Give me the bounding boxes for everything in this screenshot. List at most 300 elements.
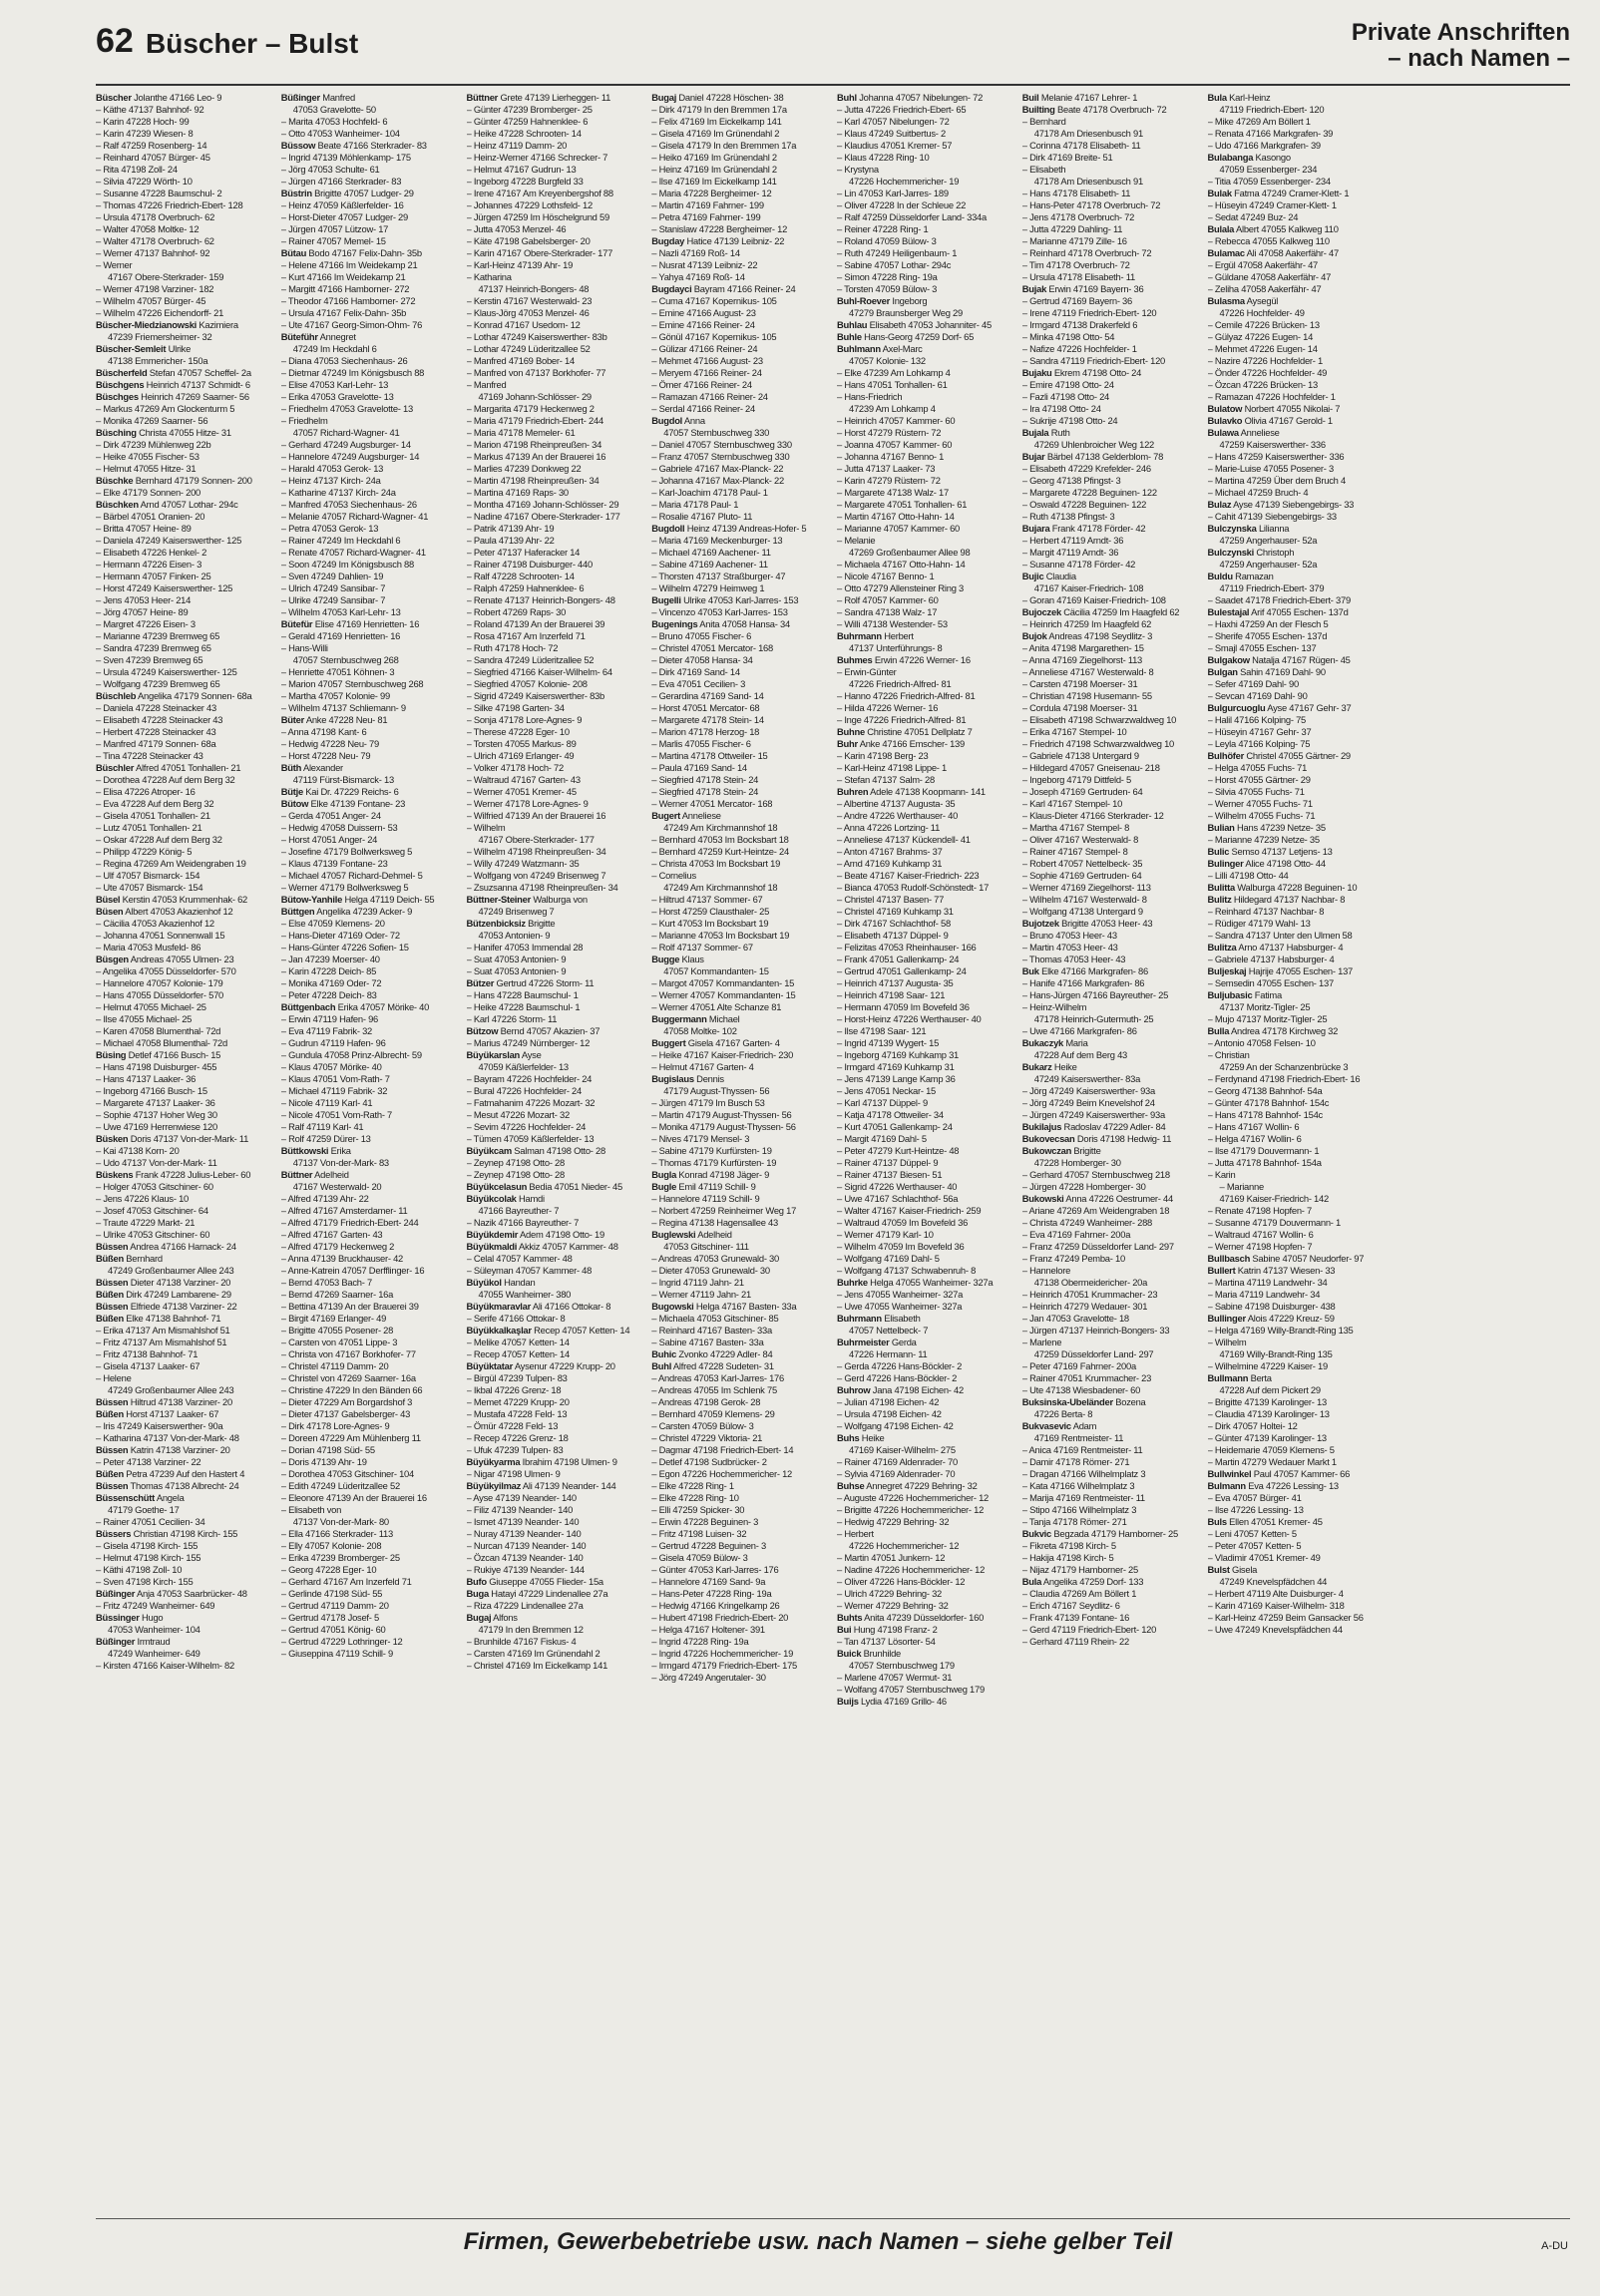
entry-details: – Manfred [466, 379, 507, 390]
directory-entry [281, 654, 459, 666]
directory-entry [281, 1265, 459, 1277]
entry-details: – Renate 47198 Hopfen- 7 [1207, 1205, 1312, 1216]
entry-details: – Helene 47166 Im Weidekamp 21 [280, 259, 418, 270]
directory-entry [651, 654, 829, 666]
directory-entry [837, 247, 1014, 259]
entry-details: 47119 Friedrich-Ebert- 379 [1219, 582, 1325, 593]
entry-details: – Claudia 47139 Karolinger- 13 [1207, 1408, 1330, 1419]
entry-details: – Celal 47057 Kammer- 48 [466, 1253, 573, 1264]
entry-details: – Kirsten 47166 Kaiser-Wilhelm- 82 [96, 1660, 234, 1671]
directory-entry [467, 1169, 644, 1181]
directory-entry [837, 1408, 1014, 1420]
entry-details: Anke 47166 Emscher- 139 [857, 738, 965, 749]
directory-entry [467, 1636, 644, 1648]
entry-details: – Ruth 47249 Heiligenbaum- 1 [837, 247, 958, 258]
entry-details: – Jörg 47249 Beim Knevelshof 24 [1021, 1097, 1155, 1108]
directory-entry [281, 271, 459, 283]
directory-entry [651, 1480, 829, 1492]
entry-details: Heinrich 47137 Schmidt- 6 [144, 379, 250, 390]
directory-entry [837, 295, 1014, 307]
entry-details: – Ursula 47198 Eichen- 42 [837, 1408, 942, 1419]
directory-entry [1022, 1600, 1200, 1612]
directory-entry [96, 858, 273, 870]
directory-entry [281, 403, 459, 415]
entry-details: – Eva 47057 Bürger- 41 [1207, 1492, 1302, 1503]
directory-entry [1208, 331, 1386, 343]
surname: Büscherfeld [96, 367, 148, 378]
entry-details: 47059 Essenberger- 234 [1219, 164, 1318, 175]
entry-details: – Günter 47178 Bahnhof- 154c [1207, 1097, 1330, 1108]
directory-entry [837, 1277, 1014, 1289]
directory-entry [1208, 642, 1386, 654]
entry-details: – Horst 47259 Clausthaler- 25 [651, 906, 770, 917]
directory-entry [1208, 618, 1386, 630]
directory-entry [651, 1648, 829, 1660]
entry-details: – Konrad 47167 Usedom- 12 [466, 319, 581, 330]
directory-entry [281, 283, 459, 295]
entry-details: – Sven 47198 Kirch- 155 [96, 1576, 194, 1587]
directory-entry [281, 487, 459, 499]
directory-entry [1022, 1301, 1200, 1313]
directory-entry [467, 1289, 644, 1301]
entry-details: – Hermann 47057 Finken- 25 [96, 571, 211, 581]
surname: Bujok [1021, 630, 1047, 641]
directory-entry [96, 1289, 273, 1301]
directory-entry [96, 1480, 273, 1492]
entry-details: – Wilhelm 47198 Rheinpreußen- 34 [466, 846, 606, 857]
directory-entry [96, 104, 273, 116]
directory-entry [651, 295, 829, 307]
directory-entry [651, 1420, 829, 1432]
directory-entry [96, 1061, 273, 1073]
entry-details: – Martin 47279 Wedauer Markt 1 [1207, 1456, 1337, 1467]
directory-entry [281, 1169, 459, 1181]
directory-entry [467, 1480, 644, 1492]
entry-details: Gisela 47167 Garten- 4 [685, 1037, 780, 1048]
entry-details: – Franz 47249 Pemba- 10 [1021, 1253, 1125, 1264]
surname: Builting [1021, 104, 1055, 115]
entry-details: Christa 47055 Hitze- 31 [136, 427, 231, 438]
directory-entry [1208, 1025, 1386, 1037]
directory-entry [837, 439, 1014, 451]
directory-entry [281, 1444, 459, 1456]
directory-entry [651, 1325, 829, 1337]
entry-details: – Wilhelm 47137 Schliemann- 9 [280, 702, 406, 713]
directory-entry [837, 427, 1014, 439]
entry-details: – Elke 47239 Am Lohkamp 4 [837, 367, 951, 378]
entry-details: – Zeliha 47058 Aakerfähr- 47 [1207, 283, 1322, 294]
directory-entry [1208, 1049, 1386, 1061]
directory-entry [1208, 271, 1386, 283]
directory-entry [1022, 977, 1200, 989]
directory-entry [837, 1564, 1014, 1576]
entry-details: – Manfred 47053 Siechenhaus- 26 [280, 499, 417, 510]
entry-details: – Carsten 47169 Im Grünendahl 2 [466, 1648, 600, 1659]
directory-entry [281, 355, 459, 367]
entry-details: – Otto 47279 Allensteiner Ring 3 [837, 582, 964, 593]
entry-details: – Tümen 47059 Käßlerfelder- 13 [466, 1133, 595, 1144]
directory-entry [1022, 858, 1200, 870]
surname: Bulabanga [1207, 152, 1254, 163]
directory-entry [837, 559, 1014, 571]
entry-details: – Helmut 47198 Kirch- 155 [96, 1552, 201, 1563]
section-title-line-2: – nach Namen – [1388, 45, 1570, 72]
entry-details: Helga 47055 Wanheimer- 327a [867, 1277, 994, 1288]
directory-entry [1022, 1217, 1200, 1229]
entry-details: – Fritz 47138 Bahnhof- 71 [96, 1348, 199, 1359]
entry-details: – Hanno 47226 Friedrich-Alfred- 81 [837, 690, 976, 701]
entry-details: Bernhard [123, 1253, 163, 1264]
directory-entry [1208, 379, 1386, 391]
entry-details: – Karin 47198 Berg- 23 [837, 750, 929, 761]
directory-entry [467, 1121, 644, 1133]
directory-entry [837, 678, 1014, 690]
entry-details: – Katharina [466, 271, 512, 282]
directory-entry [837, 1432, 1014, 1444]
directory-entry [651, 1253, 829, 1265]
surname: Bulst [1207, 1564, 1230, 1575]
directory-entry [837, 1169, 1014, 1181]
entry-details: – Carsten 47198 Moerser- 31 [1021, 678, 1138, 689]
directory-entry [651, 1456, 829, 1468]
directory-entry [96, 1277, 273, 1289]
directory-entry [1022, 199, 1200, 211]
entry-details: Begzada 47179 Hamborner- 25 [1051, 1528, 1178, 1539]
entry-details: – Hubert 47198 Friedrich-Ebert- 20 [651, 1612, 789, 1623]
entry-details: – Rainer 47249 Im Heckdahl 6 [280, 535, 401, 546]
entry-details: – Karl-Heinz 47259 Beim Gansacker 56 [1207, 1612, 1364, 1623]
entry-details: – Dirk 47178 Lore-Agnes- 9 [280, 1420, 390, 1431]
directory-entry [281, 295, 459, 307]
directory-entry [651, 1372, 829, 1384]
directory-entry [281, 547, 459, 559]
directory-entry [467, 1504, 644, 1516]
entry-details: – Sylvia 47169 Aldenrader- 70 [837, 1468, 956, 1479]
entry-details: – Detlef 47198 Sudbrücker- 2 [651, 1456, 767, 1467]
directory-column-7 [1208, 92, 1386, 2211]
entry-details: – Rukiye 47139 Neander- 144 [466, 1564, 585, 1575]
directory-entry [96, 307, 273, 319]
surname: Büyükmaldi [466, 1241, 518, 1252]
entry-details: – Fatmahanim 47226 Mozart- 32 [466, 1097, 596, 1108]
surname: Bulitta [1207, 882, 1235, 893]
entry-details: – Rainer 47167 Stempel- 8 [1021, 846, 1128, 857]
entry-details: – Joanna 47057 Kammer- 60 [837, 439, 953, 450]
surname: Büttner [280, 1169, 313, 1180]
entry-details: – Lilli 47198 Otto- 44 [1207, 870, 1289, 881]
entry-details: – Paula 47169 Sand- 14 [651, 762, 747, 773]
entry-details: – Dorothea 47228 Auf dem Berg 32 [96, 774, 235, 785]
entry-details: – Fikreta 47198 Kirch- 5 [1021, 1540, 1116, 1551]
entry-details: 47178 Heinrich-Gutermuth- 25 [1033, 1013, 1154, 1024]
directory-entry [1022, 1624, 1200, 1636]
entry-details: – Anneliese 47167 Westerwald- 8 [1021, 666, 1154, 677]
surname: Bugday [651, 235, 685, 246]
directory-entry [467, 1408, 644, 1420]
entry-details: – Waltraud 47167 Wollin- 6 [1207, 1229, 1314, 1240]
surname: Bugert [651, 810, 680, 821]
surname: Bulawa [1207, 427, 1239, 438]
footer-code: A-DU [1541, 2240, 1568, 2252]
directory-entry [281, 942, 459, 954]
entry-details: – Christa von 47167 Borkhofer- 77 [280, 1348, 416, 1359]
entry-details: – Walter 47058 Moltke- 12 [96, 223, 200, 234]
directory-entry [467, 1049, 644, 1061]
entry-details: – Inge 47226 Friedrich-Alfred- 81 [837, 714, 967, 725]
entry-details: – Elisabeth 47198 Schwarzwaldweg 10 [1021, 714, 1177, 725]
entry-details: Elke 47138 Bahnhof- 71 [123, 1313, 221, 1324]
directory-entry [651, 367, 829, 379]
entry-details: – Marianne 47057 Kammer- 60 [837, 523, 961, 534]
directory-entry [837, 846, 1014, 858]
directory-entry [837, 822, 1014, 834]
directory-entry [651, 1516, 829, 1528]
entry-details: Erwin 47169 Bayern- 36 [1046, 283, 1144, 294]
entry-details: – Anna 47226 Lortzing- 11 [837, 822, 941, 833]
directory-entry [651, 499, 829, 511]
directory-entry [281, 1588, 459, 1600]
directory-entry [837, 666, 1014, 678]
entry-details: – Ingrid 47139 Wygert- 15 [837, 1037, 940, 1048]
directory-column-3 [467, 92, 644, 2211]
directory-entry [467, 343, 644, 355]
entry-details: – Gerald 47169 Henrietten- 16 [280, 630, 401, 641]
surname: Bulitza [1207, 942, 1237, 953]
directory-entry [651, 415, 829, 427]
directory-entry [281, 594, 459, 606]
directory-entry [281, 846, 459, 858]
directory-entry [651, 1672, 829, 1684]
entry-details: – Rainer 47137 Düppel- 9 [837, 1157, 939, 1168]
directory-entry [1208, 965, 1386, 977]
directory-entry [96, 870, 273, 882]
directory-entry [467, 1097, 644, 1109]
entry-details: – Peter 47138 Varziner- 22 [96, 1456, 201, 1467]
surname: Bugowski [651, 1301, 694, 1312]
entry-details: Brigitte [525, 918, 556, 929]
surname: Bugaj [651, 92, 677, 103]
entry-details: – Werner 47198 Hopfen- 7 [1207, 1241, 1313, 1252]
entry-details: 47226 Hochfelder- 49 [1219, 307, 1305, 318]
directory-entry [1208, 1313, 1386, 1325]
entry-details: 47249 Wanheimer- 649 [108, 1648, 200, 1659]
directory-entry [96, 846, 273, 858]
directory-entry [281, 559, 459, 571]
entry-details: – Heinrich 47051 Krummacher- 23 [1021, 1289, 1158, 1300]
directory-entry [651, 307, 829, 319]
directory-entry [96, 1648, 273, 1660]
directory-entry [837, 1133, 1014, 1145]
entry-details: – Zeynep 47198 Otto- 28 [466, 1157, 565, 1168]
entry-details: – Sabine 47198 Duisburger- 438 [1207, 1301, 1336, 1312]
entry-details: – Hans 47055 Düsseldorfer- 570 [96, 989, 223, 1000]
directory-entry [467, 1432, 644, 1444]
surname: Büsgen [96, 954, 129, 964]
entry-details: – Daniel 47057 Sternbuschweg 330 [651, 439, 792, 450]
entry-details: – Gisela 47137 Laaker- 67 [96, 1360, 200, 1371]
directory-entry [1208, 1528, 1386, 1540]
surname: Büsching [96, 427, 137, 438]
entry-details: – Nadine 47167 Obere-Sterkrader- 177 [466, 511, 620, 522]
directory-entry [837, 882, 1014, 894]
directory-entry [837, 176, 1014, 188]
entry-details: – Erwin-Günter [837, 666, 897, 677]
directory-entry [467, 774, 644, 786]
directory-entry [1022, 1420, 1200, 1432]
directory-entry [837, 1684, 1014, 1696]
entry-details: – Ursula 47178 Overbruch- 62 [96, 211, 215, 222]
entry-details: – Giuseppina 47119 Schill- 9 [280, 1648, 393, 1659]
surname: Büskens [96, 1169, 134, 1180]
directory-entry [96, 1372, 273, 1384]
directory-entry [467, 140, 644, 152]
directory-entry [651, 523, 829, 535]
directory-entry [96, 1612, 273, 1624]
directory-entry [1022, 1396, 1200, 1408]
surname: Bulavko [1207, 415, 1243, 426]
surname: Bukowczan [1021, 1145, 1072, 1156]
entry-details: – Gertrud 47178 Josef- 5 [280, 1612, 379, 1623]
directory-entry [1022, 451, 1200, 463]
entry-details: 47053 Wanheimer- 104 [108, 1624, 200, 1635]
directory-entry [281, 870, 459, 882]
surname: Bulgan [1207, 666, 1238, 677]
entry-details: – Heike 47167 Kaiser-Friedrich- 230 [651, 1049, 794, 1060]
directory-entry [281, 1456, 459, 1468]
directory-entry [1022, 942, 1200, 954]
directory-entry [96, 906, 273, 918]
surname: Büyükkalkaşlar [466, 1325, 532, 1336]
entry-details: – Gertrud 47229 Lothringer- 12 [280, 1636, 403, 1647]
entry-details: 47053 Gravelotte- 50 [292, 104, 376, 115]
surname: Büssen [96, 1241, 129, 1252]
directory-entry [651, 1468, 829, 1480]
directory-entry [651, 642, 829, 654]
directory-entry [1022, 989, 1200, 1001]
surname: Bulak [1207, 188, 1232, 198]
entry-details: – Dieter 47137 Gabelsberger- 43 [280, 1408, 411, 1419]
entry-details: – Marlis 47055 Fischer- 6 [651, 738, 751, 749]
entry-details: – Tina 47228 Steinacker 43 [96, 750, 203, 761]
entry-details: – Martin 47179 August-Thyssen- 56 [651, 1109, 792, 1120]
entry-details: – Jürgen 47259 Im Höschelgrund 59 [466, 211, 609, 222]
entry-details: – Ayse 47139 Neander- 140 [466, 1492, 577, 1503]
directory-entry [281, 798, 459, 810]
directory-entry [837, 1396, 1014, 1408]
entry-details: – Gabriele 47137 Habsburger- 4 [1207, 954, 1335, 964]
directory-entry [1022, 702, 1200, 714]
entry-details: 47058 Moltke- 102 [663, 1025, 737, 1036]
directory-entry [837, 547, 1014, 559]
directory-entry [1208, 415, 1386, 427]
directory-entry [1208, 188, 1386, 199]
surname: Büyükyarma [466, 1456, 521, 1467]
directory-entry [281, 511, 459, 523]
entry-details: – Patrik 47139 Ahr- 19 [466, 523, 555, 534]
entry-details: – Gülyaz 47226 Eugen- 14 [1207, 331, 1314, 342]
directory-entry [96, 523, 273, 535]
directory-entry [837, 1660, 1014, 1672]
entry-details: – Serife 47166 Ottokar- 8 [466, 1313, 566, 1324]
entry-details: – Anne-Katrein 47057 Derfflinger- 16 [280, 1265, 425, 1276]
entry-details: – Monika 47169 Oder- 72 [280, 977, 382, 988]
entry-details: Elisabeth [881, 1313, 921, 1324]
entry-details: Alois 47229 Kreuz- 59 [1245, 1313, 1335, 1324]
entry-details: Eva 47226 Lessing- 13 [1245, 1480, 1339, 1491]
directory-entry [1208, 1157, 1386, 1169]
entry-details: – Christian 47198 Husemann- 55 [1021, 690, 1152, 701]
directory-entry [1208, 451, 1386, 463]
entry-details: Sahin 47169 Dahl- 90 [1237, 666, 1326, 677]
entry-details: – Cornelius [651, 870, 696, 881]
directory-entry [96, 128, 273, 140]
entry-details: Bernhard 47179 Sonnen- 200 [133, 475, 252, 486]
directory-entry [837, 1193, 1014, 1205]
directory-entry [837, 714, 1014, 726]
directory-entry [1208, 343, 1386, 355]
entry-details: – Hans 47137 Laaker- 36 [96, 1073, 197, 1084]
directory-entry [467, 1492, 644, 1504]
surname: Büßen [96, 1468, 124, 1479]
directory-entry [651, 606, 829, 618]
entry-details: – Tim 47178 Overbruch- 72 [1021, 259, 1130, 270]
entry-details: – Krystyna [837, 164, 879, 175]
entry-details: – Iris 47249 Kaiserswerther- 90a [96, 1420, 223, 1431]
entry-details: – Martha 47167 Stempel- 8 [1021, 822, 1130, 833]
directory-entry [651, 1432, 829, 1444]
directory-entry [1022, 630, 1200, 642]
surname: Buggermann [651, 1013, 707, 1024]
directory-entry [467, 918, 644, 930]
entry-details: – Hans 47198 Duisburger- 455 [96, 1061, 217, 1072]
surname: Bugle [651, 1181, 677, 1192]
surname: Buk [1021, 965, 1039, 976]
directory-entry [1022, 307, 1200, 319]
directory-entry [1208, 906, 1386, 918]
directory-entry [96, 1432, 273, 1444]
directory-entry [96, 1241, 273, 1253]
entry-details: – Uwe 47055 Wanheimer- 327a [837, 1301, 963, 1312]
directory-entry [651, 1660, 829, 1672]
entry-details: – Nazli 47169 Roß- 14 [651, 247, 740, 258]
entry-details: Ayse [520, 1049, 542, 1060]
entry-details: – Hermann 47226 Eisen- 3 [96, 559, 202, 570]
directory-entry [1208, 894, 1386, 906]
entry-details: – Ralf 47119 Karl- 41 [280, 1121, 364, 1132]
entry-details: – Jörg 47249 Kaiserswerther- 93a [1021, 1085, 1155, 1096]
entry-details: – Jörg 47053 Schulte- 61 [280, 164, 380, 175]
directory-entry [651, 582, 829, 594]
surname: Buldu [1207, 571, 1233, 581]
entry-details: – Margarete 47228 Beguinen- 122 [1021, 487, 1157, 498]
entry-details: 47057 Nettelbeck- 7 [849, 1325, 929, 1336]
entry-details: Christoph [1253, 547, 1295, 558]
entry-details: Brigitte 47053 Heer- 43 [1058, 918, 1153, 929]
entry-details: – Karl 47167 Stempel- 10 [1021, 798, 1123, 809]
directory-entry [837, 1456, 1014, 1468]
directory-entry [1022, 1109, 1200, 1121]
directory-entry [281, 116, 459, 128]
entry-details: – Reinhard 47137 Nachbar- 8 [1207, 906, 1325, 917]
entry-details: – Birgit 47169 Erlanger- 49 [280, 1313, 387, 1324]
entry-details: – Sabine 47169 Aachener- 11 [651, 559, 768, 570]
directory-entry [281, 499, 459, 511]
entry-details: – Bernhard 47053 Im Bocksbart 18 [651, 834, 789, 845]
entry-details: – Silke 47198 Garten- 34 [466, 702, 565, 713]
directory-entry [651, 1444, 829, 1456]
directory-entry [837, 630, 1014, 642]
directory-entry [281, 894, 459, 906]
